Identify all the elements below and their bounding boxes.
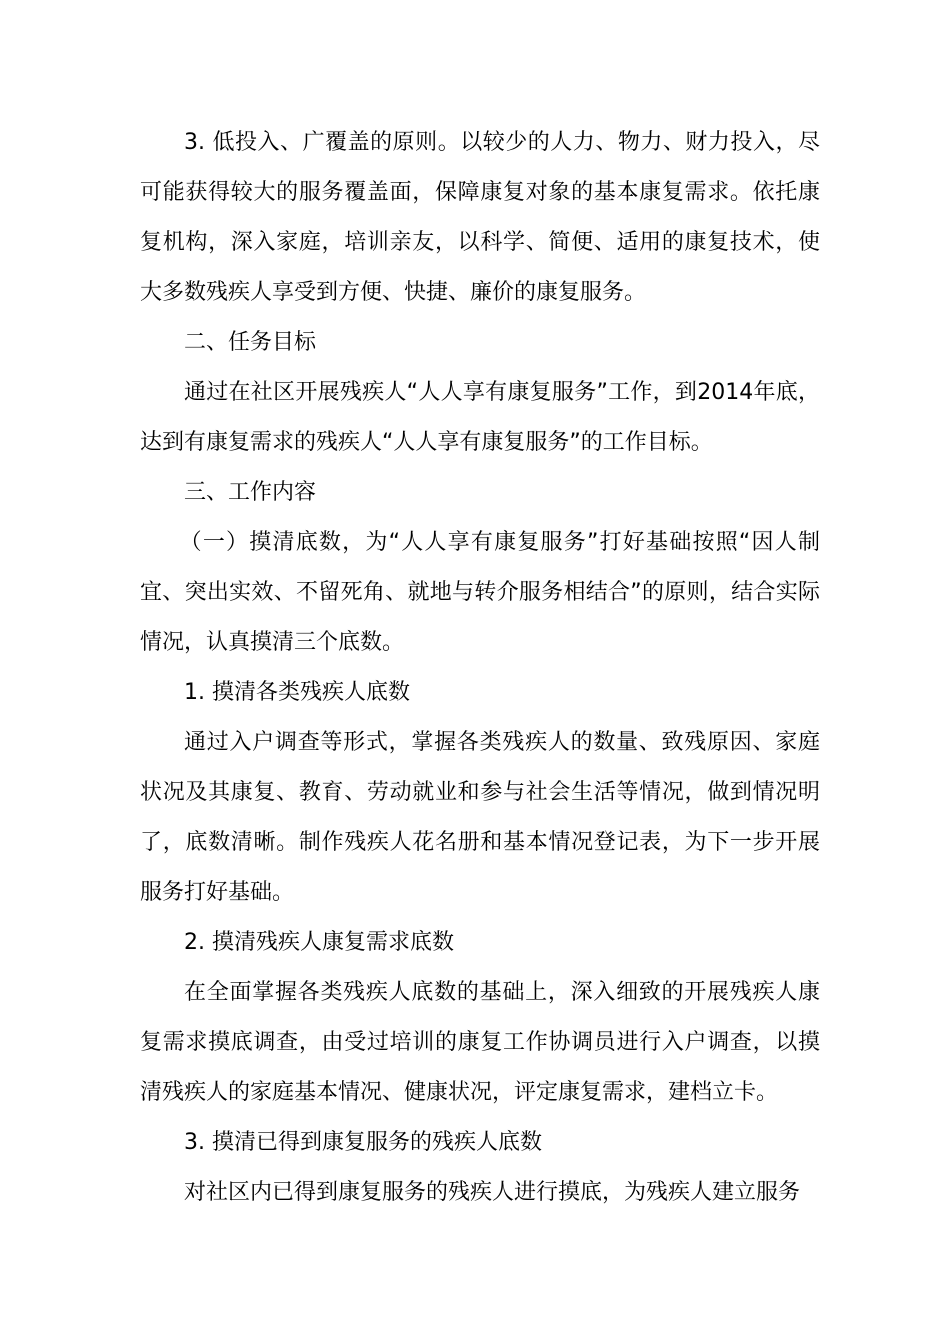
paragraph-principle-3: 3. 低投入、广覆盖的原则。以较少的人力、物力、财力投入，尽可能获得较大的服务覆盖面，保障康复对象的基本康复需求。依托康复机构，深入家庭，培训亲友，以科学、简便、适用的康复技术，使大多数残疾人享受到方便、快捷、廉价的康复服务。 — [140, 130, 820, 305]
subheading-count-disabled: 1. 摸清各类残疾人底数 — [184, 680, 410, 705]
heading-work-content: 三、工作内容 — [184, 480, 317, 505]
paragraph-task-goals: 通过在社区开展残疾人“人人享有康复服务”工作，到2014年底，达到有康复需求的残疾人“人人享有康复服务”的工作目标。 — [140, 380, 820, 455]
paragraph-work-content-1: （一）摸清底数，为“人人享有康复服务”打好基础按照“因人制宜、突出实效、不留死角、就地与转介服务相结合”的原则，结合实际情况，认真摸清三个底数。 — [140, 530, 820, 655]
paragraph-count-disabled: 通过入户调查等形式，掌握各类残疾人的数量、致残原因、家庭状况及其康复、教育、劳动就业和参与社会生活等情况，做到情况明了，底数清晰。制作残疾人花名册和基本情况登记表，为下一步开展服务打好基础。 — [140, 730, 820, 905]
document-body — [140, 118, 820, 1218]
paragraph-count-needs: 在全面掌握各类残疾人底数的基础上，深入细致的开展残疾人康复需求摸底调查，由受过培训的康复工作协调员进行入户调查，以摸清残疾人的家庭基本情况、健康状况，评定康复需求，建档立卡。 — [140, 980, 820, 1105]
heading-task-goals: 二、任务目标 — [184, 330, 317, 355]
subheading-count-served: 3. 摸清已得到康复服务的残疾人底数 — [184, 1130, 542, 1155]
subheading-count-needs: 2. 摸清残疾人康复需求底数 — [184, 930, 454, 955]
paragraph-count-served: 对社区内已得到康复服务的残疾人进行摸底，为残疾人建立服务 — [184, 1180, 801, 1205]
